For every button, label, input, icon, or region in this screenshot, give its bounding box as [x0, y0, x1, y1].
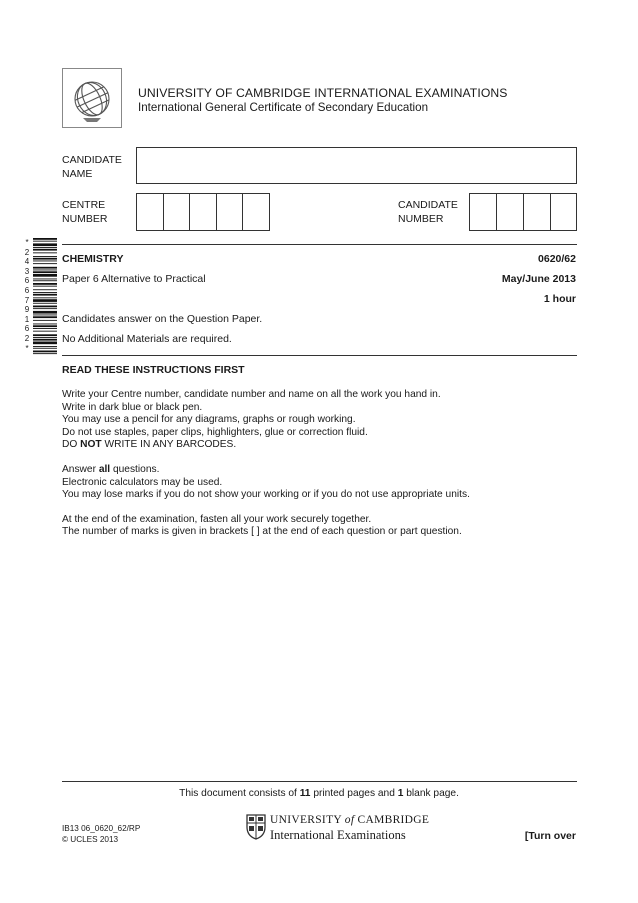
barcode-stripe	[33, 271, 57, 273]
barcode-stripe	[33, 249, 57, 251]
divider	[62, 355, 577, 356]
paper-title: Paper 6 Alternative to Practical	[62, 273, 206, 285]
candidate-name-field[interactable]	[136, 147, 577, 184]
barcode-stripe	[33, 297, 57, 298]
barcode-stripe	[33, 311, 57, 314]
barcode-stripe	[33, 270, 57, 271]
cambridge-crest-icon	[246, 814, 266, 840]
barcode-stripe	[33, 289, 57, 290]
barcode-stripe	[33, 334, 57, 336]
centre-digit-box[interactable]	[137, 194, 164, 230]
barcode-stripe	[33, 351, 57, 353]
globe-logo	[62, 68, 122, 128]
exam-session: May/June 2013	[501, 273, 576, 285]
barcode-stripe	[33, 303, 57, 304]
barcode-stripe	[33, 306, 57, 308]
barcode-stripe	[33, 263, 57, 264]
barcode-stripe	[33, 252, 57, 253]
candidate-name-label: CANDIDATE NAME	[62, 154, 122, 180]
centre-digit-box[interactable]	[164, 194, 190, 230]
barcode-stripe	[33, 331, 57, 332]
barcode-stripe	[33, 280, 57, 281]
barcode-digits: * 2 4 3 6 6 7 9 1 6 2 *	[24, 238, 30, 353]
barcode-stripe	[33, 283, 57, 285]
centre-digit-box[interactable]	[190, 194, 216, 230]
turn-over-note: [Turn over	[524, 830, 576, 842]
candidate-number-field[interactable]	[469, 193, 577, 231]
answer-note: Candidates answer on the Question Paper.	[62, 313, 263, 325]
qualification-title: International General Certificate of Secondary Education	[138, 101, 429, 114]
barcode-stripe	[33, 292, 57, 293]
barcode-stripe	[33, 286, 57, 287]
barcode-stripe	[33, 279, 57, 280]
barcode-stripe	[33, 241, 57, 242]
barcode-stripe	[33, 258, 57, 260]
instructions-body: Write your Centre number, candidate number and name on all the work you hand in. Write in dark blue or black pen. You may use a pencil for any diagrams, graphs or rough working. Do not use staples, paper clips, highlighters, glue or correction fluid. DO NOT WRITE IN ANY BARCODES. Answer all questions. Electronic calculators may be used. You may lose marks if you do not show your working or if you do not use appropriate units. At the end of the examination, fasten all your work securely together. The number of marks is given in brackets [ ] at the end of each question or part question.	[62, 389, 470, 538]
instructions-heading: READ THESE INSTRUCTIONS FIRST	[62, 364, 245, 376]
centre-number-field[interactable]	[136, 193, 270, 231]
barcode-stripe	[33, 342, 57, 345]
exam-duration: 1 hour	[543, 293, 576, 305]
barcode-stripe	[33, 346, 57, 347]
barcode-stripe	[33, 294, 57, 296]
candidate-number-label: CANDIDATE NUMBER	[398, 199, 458, 225]
barcode-icon	[33, 238, 57, 356]
cambridge-logo-line2: International Examinations	[270, 828, 406, 842]
barcode-stripe	[33, 324, 57, 325]
cambridge-logo-line1: UNIVERSITY of CAMBRIDGE	[270, 814, 430, 826]
centre-number-label: CENTRE NUMBER	[62, 199, 108, 225]
barcode-stripe	[33, 308, 57, 309]
barcode-stripe	[33, 316, 57, 318]
page-count-note: This document consists of 11 printed pages and 1 blank page.	[179, 788, 459, 799]
barcode-stripe	[33, 325, 57, 327]
barcode-stripe	[33, 267, 57, 269]
globe-icon	[63, 69, 121, 127]
barcode-stripe	[33, 353, 57, 354]
candidate-digit-box[interactable]	[524, 194, 550, 230]
barcode-stripe	[33, 320, 57, 321]
candidate-digit-box[interactable]	[551, 194, 576, 230]
barcode-stripe	[33, 261, 57, 262]
barcode-stripe	[33, 274, 57, 277]
paper-code: 0620/62	[538, 253, 576, 265]
barcode-stripe	[33, 339, 57, 341]
subject-title: CHEMISTRY	[62, 253, 124, 265]
barcode-stripe	[33, 328, 57, 329]
divider	[62, 244, 577, 245]
barcode-stripe	[33, 243, 57, 246]
divider	[62, 781, 577, 782]
exam-board-title: UNIVERSITY OF CAMBRIDGE INTERNATIONAL EXAMINATIONS	[138, 86, 508, 100]
barcode-stripe	[33, 348, 57, 349]
candidate-digit-box[interactable]	[470, 194, 497, 230]
centre-digit-box[interactable]	[217, 194, 243, 230]
barcode-stripe	[33, 256, 57, 257]
centre-digit-box[interactable]	[243, 194, 269, 230]
barcode-stripe	[33, 315, 57, 316]
materials-note: No Additional Materials are required.	[62, 333, 232, 345]
barcode-stripe	[33, 299, 57, 302]
barcode-stripe	[33, 337, 57, 338]
document-reference: IB13 06_0620_62/RP © UCLES 2013	[62, 824, 141, 844]
barcode-stripe	[33, 238, 57, 240]
barcode-stripe	[33, 247, 57, 248]
candidate-digit-box[interactable]	[497, 194, 524, 230]
